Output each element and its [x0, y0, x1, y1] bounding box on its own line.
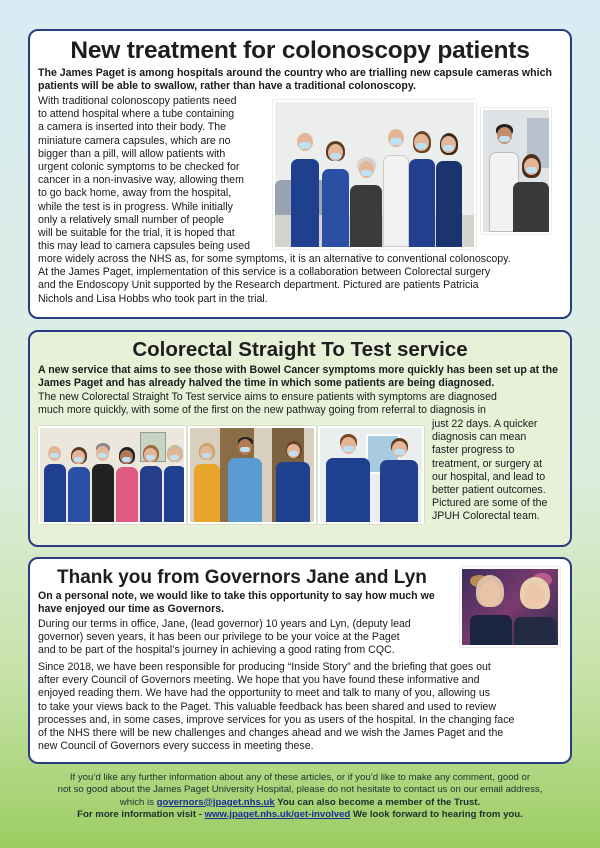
text-line: to attend hospital where a tube containing [38, 108, 235, 121]
text-line: just 22 days. A quicker [432, 418, 538, 430]
photo-patient-seated [350, 157, 382, 247]
article-straight-to-test-body-wide [38, 391, 570, 417]
text-line: The new Colorectal Straight To Test service aims to ensure patients with symptoms are diagnosed [38, 391, 497, 403]
text-line: and to be part of the hospital’s journey in achieving a good rating from CQC. [38, 644, 395, 657]
get-involved-link[interactable]: www.jpaget.nhs.uk/get-involved [204, 809, 351, 821]
text-line: miniature camera capsules, which are no [38, 134, 231, 147]
photo-person [512, 577, 558, 645]
article-straight-to-test-title: Colorectal Straight To Test service [132, 338, 468, 361]
photo-patient-seated [513, 154, 549, 232]
footer-line: not so good about the James Paget University Hospital, please do not hesitate to contact us on our email address, [57, 784, 543, 796]
text-line: cancer in a non-invasive way, allowing them [38, 174, 244, 187]
footer-text: You can also become a member of the Trust. [274, 796, 481, 808]
text-line: With traditional colonoscopy patients need [38, 95, 237, 107]
article-straight-to-test-body-narrow [432, 418, 570, 524]
text-line: to go back home, away from the hospital, [38, 187, 232, 200]
photo-person [194, 442, 220, 522]
article-colonoscopy [28, 29, 572, 319]
text-line: only a relatively small number of people [38, 213, 225, 226]
photo-person [322, 139, 349, 247]
photo-person [383, 123, 409, 247]
photo-trial-team [273, 100, 476, 249]
photo-colorectal-team-2 [188, 426, 316, 524]
text-line: urgent colonic symptoms to be checked for [38, 161, 240, 174]
photo-person [92, 442, 114, 522]
text-line: our hospital, and lead to [432, 470, 546, 483]
article-governors-lead: On a personal note, we would like to take this opportunity to say how much we have enjoyed our time as Governors. [38, 590, 435, 616]
photo-person [116, 446, 138, 522]
article-colonoscopy-body-wide [38, 253, 570, 306]
text-line: Pictured are some of the [432, 497, 548, 510]
text-line: diagnosis can mean [432, 431, 527, 444]
footer-text: which is [119, 796, 157, 808]
article-governors-thank-you [28, 557, 572, 764]
text-line: governor) seven years, it has been our privilege to be your voice at the Paget [38, 631, 400, 644]
text-line: better patient outcomes. [432, 484, 546, 497]
footer-line: If you’d like any further information about any of these articles, or if you’d like to make any comment, good or [69, 772, 531, 783]
text-line: Nichols and Lisa Hobbs who took part in the trial. [38, 292, 268, 305]
footer-text: For more information visit - [77, 809, 205, 821]
article-governors-title: Thank you from Governors Jane and Lyn [57, 567, 427, 588]
text-line: During our terms in office, Jane, (lead governor) 10 years and Lyn, (deputy lead [38, 618, 411, 630]
photo-person [380, 436, 418, 522]
article-colonoscopy-title: New treatment for colonoscopy patients [70, 37, 530, 64]
photo-person [326, 432, 370, 522]
photo-person [228, 436, 262, 522]
article-governors-para-1 [38, 618, 458, 658]
text-line: after every Council of Governors meeting. We hope that you have found these informative and [38, 674, 480, 687]
photo-governors-jane-lyn [460, 567, 560, 647]
footer-contact [16, 772, 584, 822]
photo-colorectal-team-1 [38, 426, 186, 524]
text-line: processes and, in some cases, improve services for you as users of the hospital. In the changing face [38, 713, 515, 726]
text-line: faster progress to [432, 444, 515, 457]
text-line: this may lead to camera capsules being used [38, 240, 250, 253]
text-line: of the NHS there will be new challenges and changes ahead and we wish the James Paget and the [38, 727, 504, 740]
article-colonoscopy-body-narrow [38, 95, 288, 253]
text-line: more widely across the NHS as, for some symptoms, it is an alternative to conventional colonoscopy. [38, 253, 511, 265]
text-line: a camera is inserted into their body. The [38, 121, 227, 134]
article-governors-para-2 [38, 661, 570, 753]
photo-person [140, 444, 162, 522]
text-line: to take your views back to the Paget. This valuable feedback has been shared and used to review [38, 700, 496, 713]
photo-person [468, 575, 514, 645]
photo-person [291, 127, 319, 247]
photo-colorectal-team-3 [318, 426, 424, 524]
text-line: bigger than a pill, will allow patients with [38, 147, 226, 160]
text-line: At the James Paget, implementation of this service is a collaboration between Colorectal surgery [38, 266, 491, 279]
photo-trial-patient [481, 108, 551, 234]
photo-person [276, 440, 310, 522]
photo-person [164, 444, 186, 522]
text-line: enjoyed reading them. We have had the opportunity to meet and talk to many of you, allowing us [38, 687, 491, 700]
governors-email-link[interactable]: governors@jpaget.nhs.uk [156, 796, 275, 808]
footer-line [16, 809, 584, 821]
footer-text: We look forward to hearing from you. [350, 809, 523, 821]
footer-line [16, 797, 584, 809]
text-line: and the Endoscopy Unit supported by the Research department. Pictured are patients Patricia [38, 279, 479, 292]
photo-person [44, 442, 66, 522]
text-line: Since 2018, we have been responsible for producing “Inside Story” and the briefing that goes out [38, 661, 491, 673]
text-line: treatment, or surgery at [432, 457, 543, 470]
article-straight-to-test-lead: A new service that aims to see those with Bowel Cancer symptoms more quickly has been set up at the James Paget and has already halved the time in which some patients are being diagnosed. [38, 364, 559, 390]
photo-person [68, 446, 90, 522]
text-line: while the test is in progress. While initially [38, 200, 233, 213]
article-colonoscopy-lead: The James Paget is among hospitals around the country who are trialling new capsule cameras which patients will be able to swallow, rather than have a traditional colonoscopy. [38, 67, 552, 93]
article-straight-to-test [28, 330, 572, 547]
photo-person [436, 131, 462, 247]
photo-person [409, 129, 435, 247]
text-line: JPUH Colorectal team. [432, 510, 540, 523]
text-line: new Council of Governors every success in meeting these. [38, 740, 314, 753]
text-line: will be suitable for the trial, it is hoped that [38, 227, 235, 240]
text-line: much more quickly, with some of the first on the new pathway going from referral to diagnosis in [38, 404, 486, 417]
